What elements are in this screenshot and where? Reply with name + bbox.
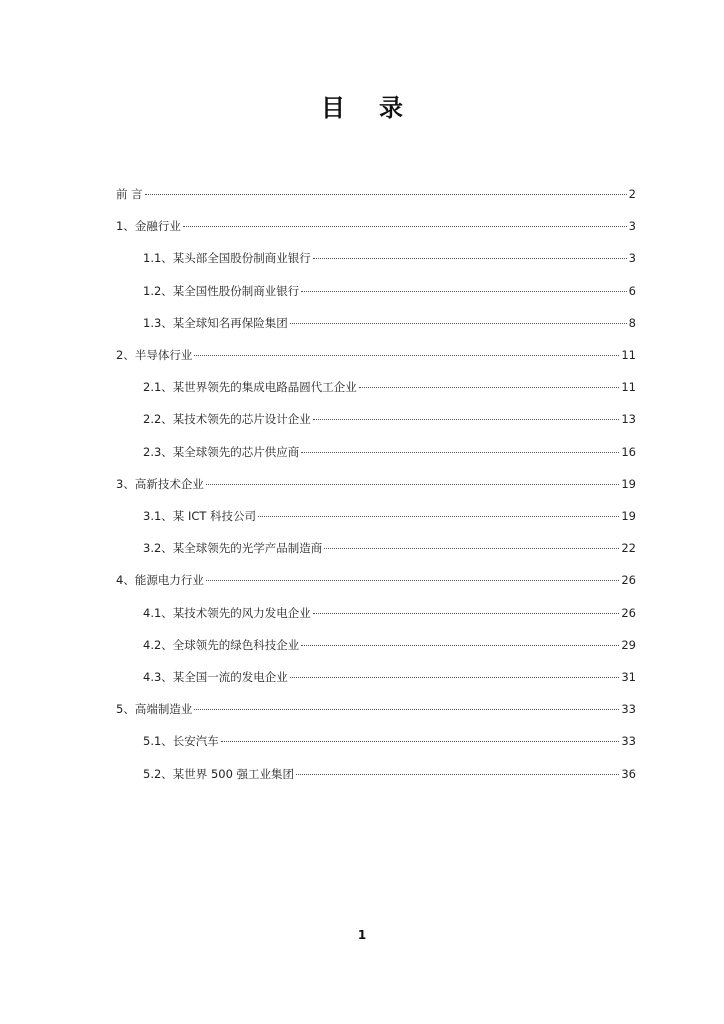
toc-entry-label: 1.1、某头部全国股份制商业银行 — [143, 251, 311, 266]
toc-entry[interactable] — [143, 444, 636, 460]
toc-entry-label: 3、高新技术企业 — [116, 476, 204, 491]
toc-leader-dots — [183, 226, 627, 227]
toc-entry[interactable] — [116, 218, 636, 234]
toc-leader-dots — [313, 419, 620, 420]
toc-leader-dots — [145, 194, 627, 195]
toc-entry-page: 19 — [621, 509, 636, 523]
toc-entry-page: 22 — [621, 541, 636, 556]
toc-entry-page: 26 — [621, 573, 636, 588]
toc-entry-label: 5.2、某世界 500 强工业集团 — [143, 766, 295, 781]
toc-entry-label: 4.1、某技术领先的风力发电企业 — [143, 605, 311, 620]
toc-entry-label: 2.1、某世界领先的集成电路晶圆代工企业 — [143, 380, 357, 395]
toc-entry-label: 2、半导体行业 — [116, 348, 193, 362]
toc-leader-dots — [194, 355, 619, 356]
toc-entry-page: 33 — [621, 734, 636, 749]
toc-leader-dots — [296, 774, 619, 775]
toc-entry-page: 3 — [628, 251, 636, 266]
toc-leader-dots — [206, 580, 620, 581]
toc-entry-label: 1.3、某全球知名再保险集团 — [143, 315, 288, 330]
toc-entry[interactable] — [116, 476, 636, 492]
toc-leader-dots — [359, 387, 620, 388]
toc-entry[interactable] — [143, 766, 636, 782]
toc-leader-dots — [301, 452, 619, 453]
toc-leader-dots — [313, 258, 627, 259]
toc-entry-page: 36 — [621, 766, 636, 781]
toc-entry-label: 3.1、某 ICT 科技公司 — [143, 509, 257, 523]
toc-entry-label: 4.3、某全国一流的发电企业 — [143, 670, 288, 684]
toc-entry[interactable] — [143, 379, 636, 395]
toc-entry-page: 26 — [621, 605, 636, 620]
toc-entry-label: 5、高端制造业 — [116, 702, 193, 717]
toc-leader-dots — [324, 548, 619, 549]
toc-entry[interactable] — [116, 347, 636, 363]
toc-entry[interactable] — [143, 733, 636, 749]
toc-entry[interactable] — [143, 637, 636, 653]
toc-entry[interactable] — [116, 186, 636, 202]
toc-leader-dots — [313, 613, 620, 614]
toc-entry-page: 16 — [621, 444, 636, 459]
toc-entry-page: 11 — [621, 348, 636, 362]
toc-entry-page: 19 — [621, 476, 636, 491]
toc-leader-dots — [301, 645, 619, 646]
toc-leader-dots — [221, 741, 620, 742]
toc-entry-page: 11 — [621, 380, 636, 395]
toc-entry-label: 2.2、某技术领先的芯片设计企业 — [143, 412, 311, 427]
toc-leader-dots — [290, 677, 620, 678]
toc-entry-label: 2.3、某全球领先的芯片供应商 — [143, 444, 300, 459]
page-number: 1 — [357, 928, 367, 942]
toc-entry-page: 33 — [621, 702, 636, 717]
toc-leader-dots — [301, 291, 626, 292]
toc-entry[interactable] — [143, 411, 636, 427]
page-title: 目录 — [321, 94, 437, 122]
toc-entry-label: 1.2、某全国性股份制商业银行 — [143, 283, 300, 298]
toc-entry[interactable] — [143, 605, 636, 621]
toc-entry-label: 5.1、长安汽车 — [143, 734, 219, 749]
toc-entry-page: 13 — [621, 412, 636, 427]
toc-leader-dots — [206, 484, 620, 485]
toc-entry[interactable] — [143, 283, 636, 299]
toc-entry[interactable] — [143, 250, 636, 266]
toc-leader-dots — [258, 516, 619, 517]
toc-entry[interactable] — [143, 540, 636, 556]
toc-entry-page: 31 — [621, 670, 636, 684]
toc-entry[interactable] — [143, 669, 636, 685]
toc-entry-page: 29 — [621, 637, 636, 652]
toc-entry-label: 4.2、全球领先的绿色科技企业 — [143, 637, 300, 652]
toc-entry[interactable] — [116, 572, 636, 588]
toc-leader-dots — [290, 323, 627, 324]
toc-entry-label: 1、金融行业 — [116, 219, 181, 234]
toc-entry[interactable] — [143, 315, 636, 331]
toc-entry-label: 3.2、某全球领先的光学产品制造商 — [143, 541, 323, 556]
toc-entry[interactable] — [143, 508, 636, 524]
toc-entry[interactable] — [116, 701, 636, 717]
toc-entry-page: 3 — [628, 219, 636, 234]
toc-entry-label: 4、能源电力行业 — [116, 573, 204, 588]
toc-entry-page: 8 — [628, 315, 636, 330]
toc-leader-dots — [194, 709, 619, 710]
toc-entry-page: 6 — [628, 283, 636, 298]
toc-entry-label: 前 言 — [116, 187, 143, 201]
toc-entry-page: 2 — [628, 187, 636, 201]
